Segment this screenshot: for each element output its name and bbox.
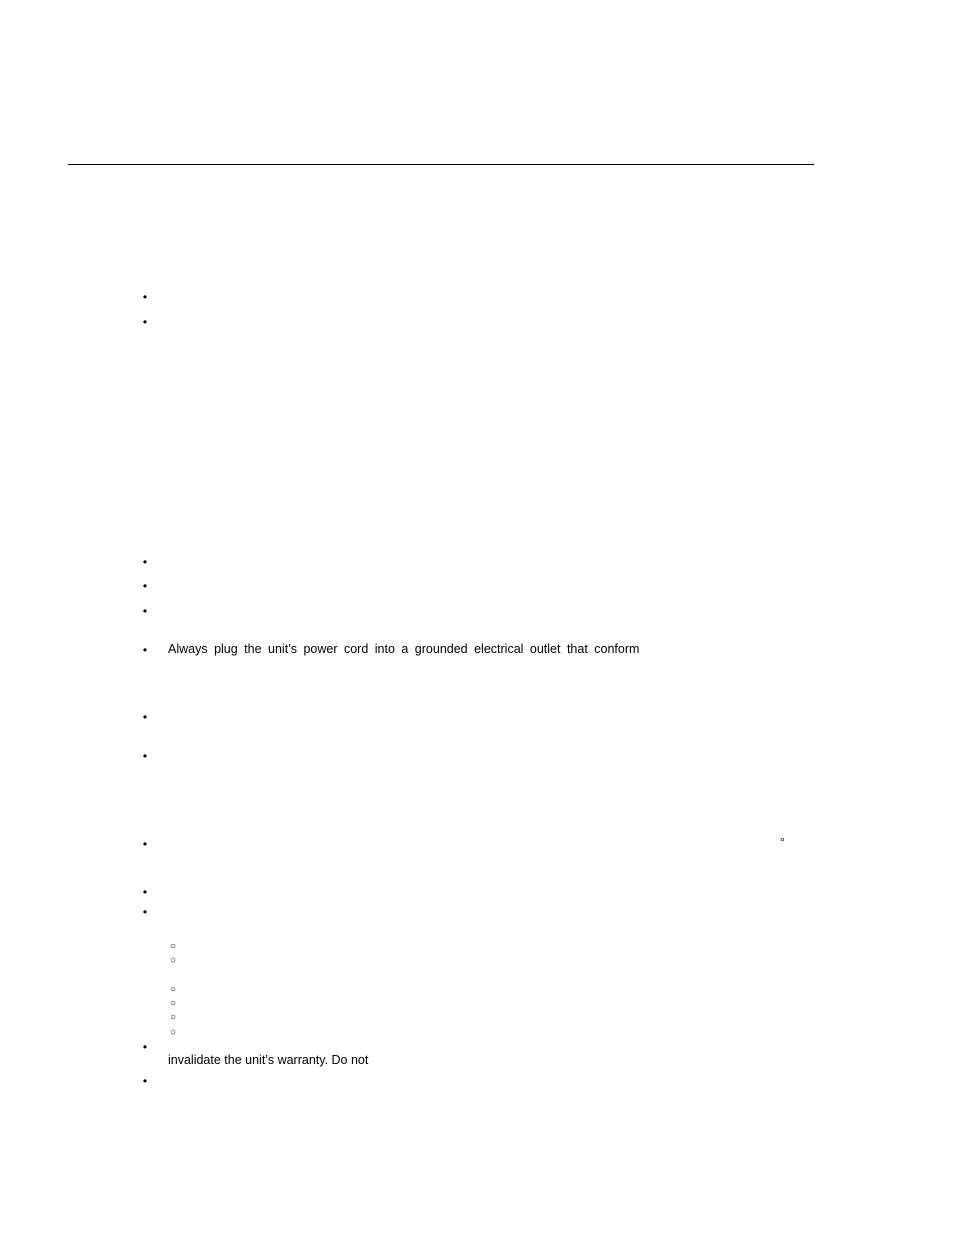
body-text-line: invalidate the unit’s warranty. Do not [168, 1053, 369, 1067]
bullet-marker: • [142, 555, 148, 569]
bullet-marker: • [142, 1040, 148, 1054]
bullet-marker: • [142, 315, 148, 329]
bullet-marker: • [142, 885, 148, 899]
bullet-marker: • [142, 604, 148, 618]
sub-bullet-marker: ○ [169, 941, 177, 952]
bullet-marker: • [142, 710, 148, 724]
degree-symbol: ° [780, 835, 785, 849]
bullet-marker: • [142, 643, 148, 657]
bullet-marker: • [142, 290, 148, 304]
bullet-marker: • [142, 579, 148, 593]
header-rule [68, 164, 814, 165]
sub-bullet-marker: ○ [169, 1027, 177, 1038]
sub-bullet-marker: ○ [169, 998, 177, 1009]
body-text-line: Always plug the unit’s power cord into a grounded electrical outlet that conform [168, 642, 640, 656]
bullet-marker: • [142, 1074, 148, 1088]
sub-bullet-marker: ○ [169, 984, 177, 995]
bullet-marker: • [142, 837, 148, 851]
sub-bullet-marker: ○ [169, 955, 177, 966]
bullet-marker: • [142, 905, 148, 919]
sub-bullet-marker: ○ [169, 1012, 177, 1023]
bullet-marker: • [142, 749, 148, 763]
